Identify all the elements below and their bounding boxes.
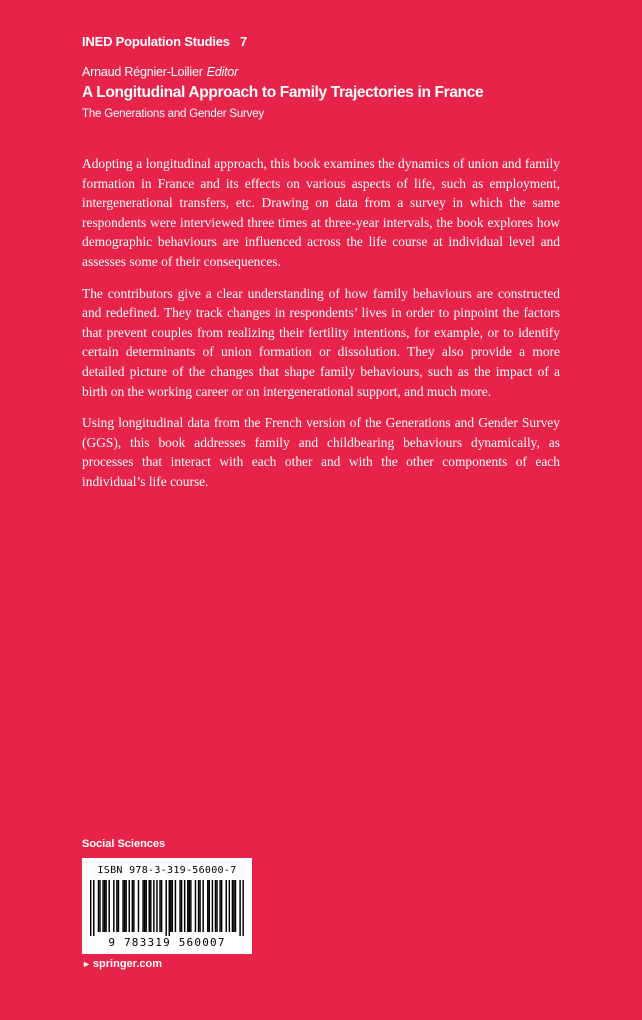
editor-line — [82, 65, 238, 79]
publisher-url: springer.com — [92, 958, 162, 970]
publisher-link[interactable] — [82, 958, 162, 970]
editor-role: Editor — [206, 65, 239, 79]
book-title: A Longitudinal Approach to Family Trajectories in France — [82, 84, 484, 101]
isbn-label: ISBN 978-3-319-56000-7 — [97, 865, 237, 876]
blurb-paragraph: Using longitudinal data from the French version of the Generations and Gender Survey (GGS), this book addresses family and childbearing behaviours dynamically, as processes that interact with each other and with the other components of each individual’s life course. — [82, 415, 560, 489]
blurb — [82, 154, 560, 504]
isbn-barcode — [82, 858, 252, 954]
series-name: INED Population Studies 7 — [82, 34, 248, 49]
blurb-paragraph: Adopting a longitudinal approach, this book examines the dynamics of union and family formation in France and its effects on various aspects of life, such as employment, intergenerational transfers, etc. Drawing on data from a survey in which the same respondents were interviewed three times at three-year intervals, the book explores how demographic behaviours are influenced across the life course at individual level and assesses some of their consequences. — [82, 156, 560, 269]
book-subtitle: The Generations and Gender Survey — [82, 108, 264, 120]
subject-category: Social Sciences — [82, 838, 166, 850]
arrow-icon: ► — [82, 959, 91, 969]
barcode-bars — [90, 880, 244, 936]
editor-name: Arnaud Régnier-Loilier — [82, 65, 203, 79]
blurb-paragraph: The contributors give a clear understanding of how family behaviours are constructed and redefined. They track changes in respondents’ lives in order to pinpoint the factors that prevent couples from realizing their fertility intentions, for example, or to identify certain determinants of union formation or dissolution. They also provide a more detailed picture of the changes that shape family behaviours, such as the impact of a birth on the working career or on intergenerational support, and much more. — [82, 285, 560, 399]
ean-digits: 9 783319 560007 — [108, 936, 226, 949]
